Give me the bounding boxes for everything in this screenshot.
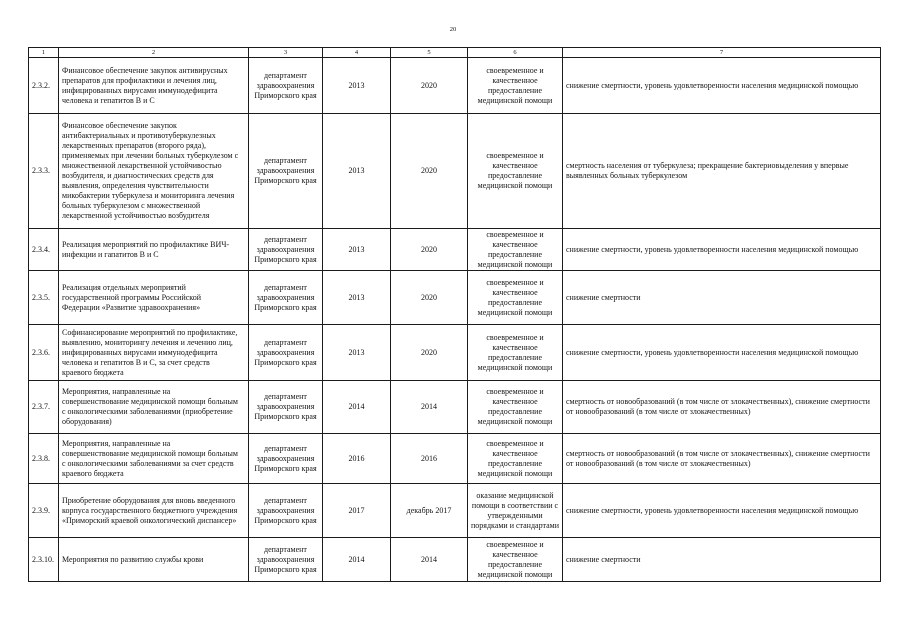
end-year-cell: 2020 [391,325,468,381]
end-year-cell: декабрь 2017 [391,484,468,538]
measures-table [28,47,881,582]
start-year-cell: 2013 [323,325,391,381]
result-cell: своевременное и качественное предоставление медицинской помощи [468,58,563,114]
end-year-cell: 2020 [391,114,468,229]
column-number-header: 5 [391,48,468,58]
page-number: 20 [449,26,457,33]
row-number-cell: 2.3.6. [29,325,59,381]
start-year-cell: 2013 [323,114,391,229]
row-number-cell: 2.3.9. [29,484,59,538]
measure-cell: Софинансирование мероприятий по профилактике, выявлению, мониторингу лечения и лечению лиц, инфицированных вирусами иммунодефицита человека и гепатитов В и С, за счет средств краевого бюджета [59,325,249,381]
indicator-cell: смертность населения от туберкулеза; прекращение бактериовыделения у впервые выявленных больных туберкулезом [563,114,881,229]
result-cell: своевременное и качественное предоставление медицинской помощи [468,325,563,381]
row-number-cell: 2.3.10. [29,538,59,582]
table-row [29,229,881,271]
end-year-cell: 2014 [391,538,468,582]
table-row [29,484,881,538]
start-year-cell: 2014 [323,381,391,434]
measure-cell: Реализация отдельных мероприятий государственной программы Российской Федерации «Развитие здравоохранения» [59,271,249,325]
executor-cell: департамент здравоохранения Приморского края [249,325,323,381]
end-year-cell: 2020 [391,229,468,271]
row-number-cell: 2.3.5. [29,271,59,325]
indicator-cell: снижение смертности, уровень удовлетворенности населения медицинской помощью [563,229,881,271]
row-number-cell: 2.3.4. [29,229,59,271]
table-row [29,381,881,434]
result-cell: своевременное и качественное предоставление медицинской помощи [468,271,563,325]
start-year-cell: 2016 [323,434,391,484]
row-number-cell: 2.3.2. [29,58,59,114]
start-year-cell: 2013 [323,229,391,271]
indicator-cell: смертность от новообразований (в том числе от злокачественных), снижение смертности от новообразований (в том числе от злокачественных) [563,381,881,434]
measure-cell: Мероприятия по развитию службы крови [59,538,249,582]
start-year-cell: 2013 [323,58,391,114]
result-cell: своевременное и качественное предоставление медицинской помощи [468,229,563,271]
end-year-cell: 2020 [391,271,468,325]
table-row [29,434,881,484]
row-number-cell: 2.3.8. [29,434,59,484]
table-row [29,538,881,582]
table-row [29,271,881,325]
table-row [29,114,881,229]
column-number-header: 1 [29,48,59,58]
executor-cell: департамент здравоохранения Приморского края [249,229,323,271]
start-year-cell: 2014 [323,538,391,582]
measure-cell: Мероприятия, направленные на совершенствование медицинской помощи больным с онкологическими заболеваниями за счет средств краевого бюджета [59,434,249,484]
start-year-cell: 2017 [323,484,391,538]
indicator-cell: смертность от новообразований (в том числе от злокачественных), снижение смертности от новообразований (в том числе от злокачественных) [563,434,881,484]
start-year-cell: 2013 [323,271,391,325]
result-cell: своевременное и качественное предоставление медицинской помощи [468,114,563,229]
end-year-cell: 2016 [391,434,468,484]
executor-cell: департамент здравоохранения Приморского края [249,538,323,582]
end-year-cell: 2014 [391,381,468,434]
executor-cell: департамент здравоохранения Приморского края [249,484,323,538]
measure-cell: Мероприятия, направленные на совершенствование медицинской помощи больным с онкологическими заболеваниями (приобретение оборудования) [59,381,249,434]
indicator-cell: снижение смертности [563,538,881,582]
column-number-header: 6 [468,48,563,58]
result-cell: оказание медицинской помощи в соответствии с утвержденными порядками и стандартами [468,484,563,538]
executor-cell: департамент здравоохранения Приморского края [249,381,323,434]
column-number-header: 4 [323,48,391,58]
column-number-header: 7 [563,48,881,58]
executor-cell: департамент здравоохранения Приморского края [249,114,323,229]
end-year-cell: 2020 [391,58,468,114]
result-cell: своевременное и качественное предоставление медицинской помощи [468,538,563,582]
table-row [29,325,881,381]
executor-cell: департамент здравоохранения Приморского края [249,434,323,484]
row-number-cell: 2.3.3. [29,114,59,229]
row-number-cell: 2.3.7. [29,381,59,434]
table-row [29,58,881,114]
executor-cell: департамент здравоохранения Приморского края [249,271,323,325]
result-cell: своевременное и качественное предоставление медицинской помощи [468,434,563,484]
indicator-cell: снижение смертности [563,271,881,325]
indicator-cell: снижение смертности, уровень удовлетворенности населения медицинской помощью [563,325,881,381]
measure-cell: Приобретение оборудования для вновь введенного корпуса государственного бюджетного учреждения «Приморский краевой онкологический диспансер» [59,484,249,538]
column-number-header: 2 [59,48,249,58]
measure-cell: Финансовое обеспечение закупок антибактериальных и противотуберкулезных лекарственных препаратов (второго ряда), применяемых при лечении больных туберкулезом с множественной лекарственной устойчивостью возбудителя, и диагностических средств для выявления, определения чувствительности микобактерии туберкулеза и мониторинга лечения больных туберкулезом с множественной лекарственной устойчивостью возбудителя [59,114,249,229]
executor-cell: департамент здравоохранения Приморского края [249,58,323,114]
measure-cell: Финансовое обеспечение закупок антивирусных препаратов для профилактики и лечения лиц, инфицированных вирусами иммунодефицита человека и гепатитов В и С [59,58,249,114]
result-cell: своевременное и качественное предоставление медицинской помощи [468,381,563,434]
indicator-cell: снижение смертности, уровень удовлетворенности населения медицинской помощью [563,484,881,538]
column-number-header-row [29,48,881,58]
indicator-cell: снижение смертности, уровень удовлетворенности населения медицинской помощью [563,58,881,114]
measure-cell: Реализация мероприятий по профилактике ВИЧ- инфекции и гапатитов В и С [59,229,249,271]
column-number-header: 3 [249,48,323,58]
